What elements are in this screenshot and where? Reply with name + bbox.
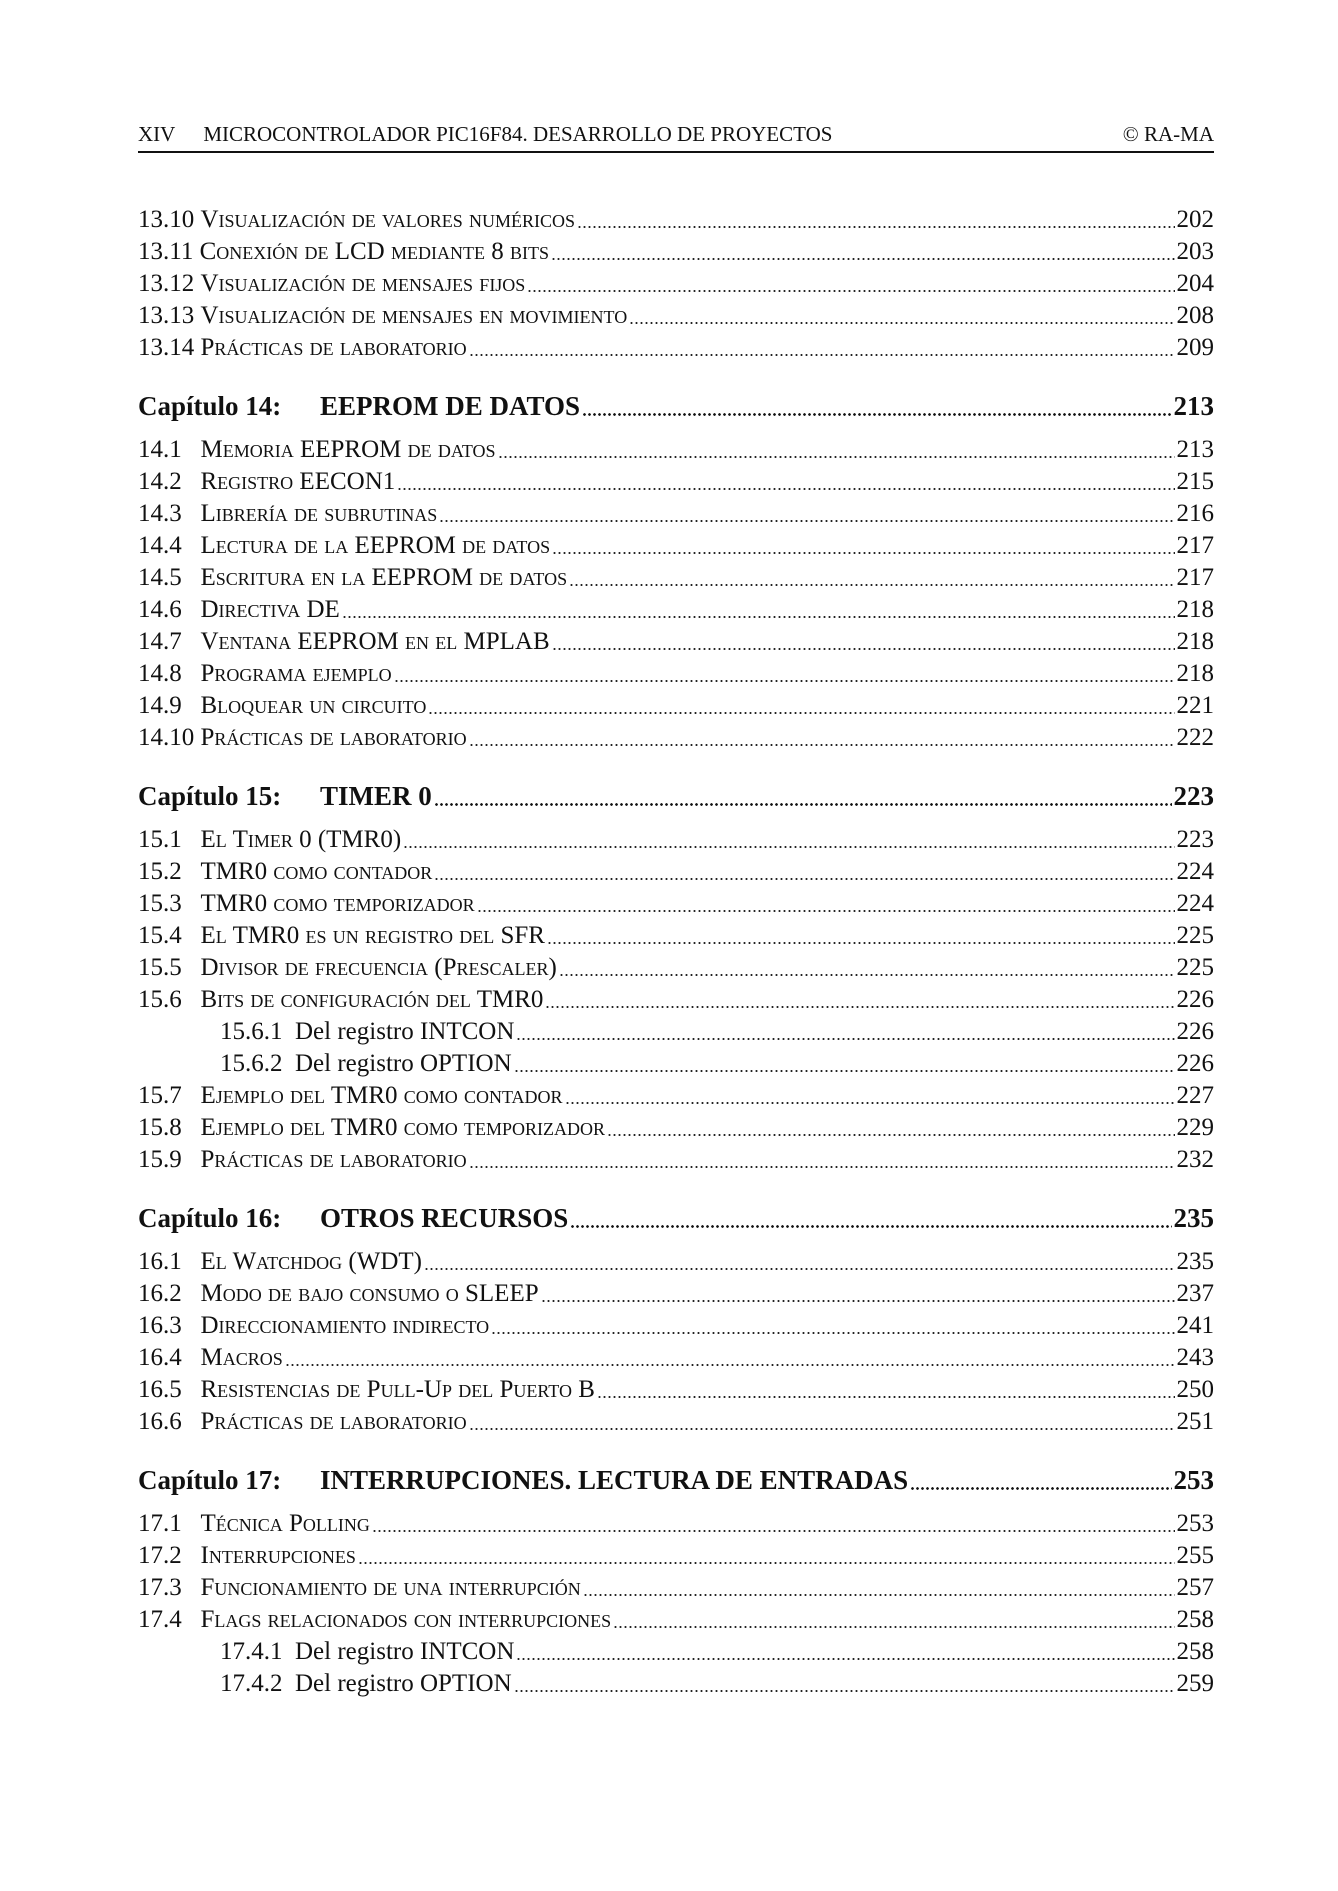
dot-leader <box>434 803 1172 806</box>
dot-leader <box>527 290 1174 292</box>
toc-section-entry[interactable] <box>138 1572 1214 1604</box>
dot-leader <box>569 584 1174 586</box>
toc-section-entry[interactable] <box>138 1144 1214 1176</box>
section-title: El Timer 0 (TMR0) <box>200 826 402 853</box>
section-title: Visualización de mensajes fijos <box>200 270 526 297</box>
section-page-number: 202 <box>1176 206 1214 233</box>
section-page-number: 227 <box>1176 1082 1214 1109</box>
section-number: 15.7 <box>138 1082 201 1109</box>
section-number: 16.6 <box>138 1408 201 1435</box>
section-number: 14.1 <box>138 436 201 463</box>
section-number: 15.8 <box>138 1114 201 1141</box>
section-title: Registro EECON1 <box>200 468 396 495</box>
toc-section-entry[interactable] <box>138 1540 1214 1572</box>
section-title: Prácticas de laboratorio <box>200 724 467 751</box>
toc-subsection-entry[interactable] <box>138 1048 1214 1080</box>
dot-leader <box>514 1070 1175 1072</box>
section-page-number: 217 <box>1176 564 1214 591</box>
section-title: Escritura en la EEPROM de datos <box>200 564 568 591</box>
chapter-page-number: 235 <box>1173 1203 1214 1233</box>
dot-leader <box>469 354 1175 356</box>
chapter-title: TIMER 0 <box>320 781 432 811</box>
section-title: Prácticas de laboratorio <box>200 1408 467 1435</box>
toc-section-entry[interactable] <box>138 498 1214 530</box>
section-title: Programa ejemplo <box>200 660 392 687</box>
section-number: 13.11 <box>138 238 200 265</box>
dot-leader <box>607 1134 1174 1136</box>
toc-chapter-heading[interactable] <box>138 386 1214 426</box>
section-number: 13.14 <box>138 334 201 361</box>
section-page-number: 235 <box>1176 1248 1214 1275</box>
section-page-number: 218 <box>1176 596 1214 623</box>
section-title: Bloquear un circuito <box>200 692 427 719</box>
toc-section-entry[interactable] <box>138 920 1214 952</box>
section-number: 15.6.1 <box>220 1018 295 1045</box>
chapter-page-number: 223 <box>1173 781 1214 811</box>
section-title: Librería de subrutinas <box>200 500 438 527</box>
dot-leader <box>541 1300 1175 1302</box>
section-page-number: 251 <box>1176 1408 1214 1435</box>
dot-leader <box>477 910 1175 912</box>
section-number: 15.3 <box>138 890 201 917</box>
section-page-number: 222 <box>1176 724 1214 751</box>
toc-section-entry[interactable] <box>138 530 1214 562</box>
section-page-number: 226 <box>1176 986 1214 1013</box>
section-page-number: 229 <box>1176 1114 1214 1141</box>
toc-section-entry[interactable] <box>138 1342 1214 1374</box>
section-page-number: 215 <box>1176 468 1214 495</box>
section-page-number: 216 <box>1176 500 1214 527</box>
section-page-number: 217 <box>1176 532 1214 559</box>
section-number: 17.2 <box>138 1542 201 1569</box>
dot-leader <box>439 520 1174 522</box>
dot-leader <box>629 322 1174 324</box>
toc-section-entry[interactable] <box>138 332 1214 364</box>
section-number: 14.7 <box>138 628 201 655</box>
toc-chapter-heading[interactable] <box>138 1198 1214 1238</box>
dot-leader <box>565 1102 1175 1104</box>
toc-section-entry[interactable] <box>138 888 1214 920</box>
dot-leader <box>514 1690 1175 1692</box>
toc-section-entry[interactable] <box>138 824 1214 856</box>
toc-chapter-heading[interactable] <box>138 776 1214 816</box>
dot-leader <box>516 1658 1174 1660</box>
dot-leader <box>545 1006 1174 1008</box>
section-page-number: 225 <box>1176 922 1214 949</box>
chapter-label: Capítulo 17: <box>138 1465 282 1495</box>
dot-leader <box>583 1594 1175 1596</box>
section-number: 13.12 <box>138 270 201 297</box>
section-number: 15.4 <box>138 922 201 949</box>
section-number: 14.10 <box>138 724 201 751</box>
section-number: 15.5 <box>138 954 201 981</box>
section-title: Del registro INTCON <box>295 1638 515 1665</box>
section-number: 15.6.2 <box>220 1050 295 1077</box>
toc-section-entry[interactable] <box>138 1406 1214 1438</box>
section-title: Prácticas de laboratorio <box>200 1146 467 1173</box>
section-title: Modo de bajo consumo o SLEEP <box>200 1280 539 1307</box>
dot-leader <box>498 456 1175 458</box>
dot-leader <box>285 1364 1175 1366</box>
chapter-title: OTROS RECURSOS <box>320 1203 569 1233</box>
toc-section-entry[interactable] <box>138 690 1214 722</box>
dot-leader <box>428 712 1174 714</box>
section-title: Conexión de LCD mediante 8 bits <box>199 238 549 265</box>
dot-leader <box>613 1626 1174 1628</box>
running-header <box>138 121 1214 147</box>
section-title: Ejemplo del TMR0 como temporizador <box>200 1114 606 1141</box>
toc-section-entry[interactable] <box>138 1246 1214 1278</box>
toc-section-entry[interactable] <box>138 466 1214 498</box>
section-number: 16.5 <box>138 1376 201 1403</box>
section-page-number: 203 <box>1176 238 1214 265</box>
section-page-number: 221 <box>1176 692 1214 719</box>
toc-section-entry[interactable] <box>138 1508 1214 1540</box>
section-number: 15.2 <box>138 858 201 885</box>
toc-section-entry[interactable] <box>138 1604 1214 1636</box>
section-number: 14.8 <box>138 660 201 687</box>
section-page-number: 224 <box>1176 858 1214 885</box>
section-page-number: 218 <box>1176 628 1214 655</box>
toc-section-entry[interactable] <box>138 236 1214 268</box>
section-number: 15.6 <box>138 986 201 1013</box>
toc-subsection-entry[interactable] <box>138 1636 1214 1668</box>
dot-leader <box>358 1562 1175 1564</box>
section-title: Macros <box>200 1344 283 1371</box>
table-of-contents <box>138 204 1214 1700</box>
section-number: 14.6 <box>138 596 201 623</box>
toc-section-entry[interactable] <box>138 626 1214 658</box>
dot-leader <box>394 680 1175 682</box>
section-number: 17.4.1 <box>220 1638 295 1665</box>
section-number: 14.2 <box>138 468 201 495</box>
section-title: El Watchdog (WDT) <box>200 1248 422 1275</box>
dot-leader <box>577 226 1175 228</box>
section-number: 16.3 <box>138 1312 201 1339</box>
section-title: Direccionamiento indirecto <box>200 1312 490 1339</box>
section-page-number: 232 <box>1176 1146 1214 1173</box>
chapter-page-number: 253 <box>1173 1465 1214 1495</box>
section-page-number: 225 <box>1176 954 1214 981</box>
section-number: 16.2 <box>138 1280 201 1307</box>
section-title: Flags relacionados con interrupciones <box>200 1606 612 1633</box>
chapter-page-number: 213 <box>1173 391 1214 421</box>
chapter-title: INTERRUPCIONES. LECTURA DE ENTRADAS <box>320 1465 909 1495</box>
section-title: TMR0 como temporizador <box>200 890 475 917</box>
section-title: Bits de configuración del TMR0 <box>200 986 544 1013</box>
header-left <box>138 121 832 147</box>
section-title: Lectura de la EEPROM de datos <box>200 532 551 559</box>
header-page-roman: XIV <box>138 122 176 146</box>
toc-section-entry[interactable] <box>138 268 1214 300</box>
dot-leader <box>469 1166 1175 1168</box>
dot-leader <box>434 878 1174 880</box>
dot-leader <box>551 258 1175 260</box>
section-page-number: 226 <box>1176 1050 1214 1077</box>
section-title: Funcionamiento de una interrupción <box>200 1574 581 1601</box>
dot-leader <box>469 744 1175 746</box>
section-title: Interrupciones <box>200 1542 356 1569</box>
section-number: 13.10 <box>138 206 201 233</box>
section-number: 14.3 <box>138 500 201 527</box>
section-title: Directiva DE <box>200 596 340 623</box>
toc-subsection-entry[interactable] <box>138 1668 1214 1700</box>
toc-chapter-heading[interactable] <box>138 1460 1214 1500</box>
toc-section-entry[interactable] <box>138 562 1214 594</box>
section-page-number: 218 <box>1176 660 1214 687</box>
section-page-number: 259 <box>1176 1670 1214 1697</box>
header-rule <box>138 151 1214 153</box>
section-page-number: 255 <box>1176 1542 1214 1569</box>
section-page-number: 250 <box>1176 1376 1214 1403</box>
section-page-number: 258 <box>1176 1638 1214 1665</box>
section-title: El TMR0 es un registro del SFR <box>200 922 545 949</box>
toc-section-entry[interactable] <box>138 1310 1214 1342</box>
section-number: 17.3 <box>138 1574 201 1601</box>
dot-leader <box>547 942 1175 944</box>
section-page-number: 258 <box>1176 1606 1214 1633</box>
header-book-title: MICROCONTROLADOR PIC16F84. DESARROLLO DE PROYECTOS <box>203 122 833 146</box>
section-title: Ventana EEPROM en el MPLAB <box>200 628 550 655</box>
chapter-label: Capítulo 16: <box>138 1203 282 1233</box>
dot-leader <box>491 1332 1174 1334</box>
section-number: 15.9 <box>138 1146 201 1173</box>
toc-section-entry[interactable] <box>138 434 1214 466</box>
section-page-number: 241 <box>1176 1312 1214 1339</box>
section-number: 14.4 <box>138 532 201 559</box>
dot-leader <box>570 1225 1171 1228</box>
section-page-number: 204 <box>1176 270 1214 297</box>
section-number: 14.5 <box>138 564 201 591</box>
toc-section-entry[interactable] <box>138 856 1214 888</box>
section-page-number: 226 <box>1176 1018 1214 1045</box>
toc-section-entry[interactable] <box>138 1278 1214 1310</box>
dot-leader <box>552 552 1174 554</box>
section-number: 14.9 <box>138 692 201 719</box>
dot-leader <box>342 616 1175 618</box>
dot-leader <box>372 1530 1175 1532</box>
dot-leader <box>469 1428 1175 1430</box>
section-page-number: 253 <box>1176 1510 1214 1537</box>
section-page-number: 243 <box>1176 1344 1214 1371</box>
section-title: Del registro INTCON <box>295 1018 515 1045</box>
section-title: Del registro OPTION <box>295 1670 512 1697</box>
section-number: 16.1 <box>138 1248 201 1275</box>
toc-section-entry[interactable] <box>138 658 1214 690</box>
toc-section-entry[interactable] <box>138 952 1214 984</box>
dot-leader <box>424 1268 1175 1270</box>
section-title: Resistencias de Pull-Up del Puerto B <box>200 1376 595 1403</box>
dot-leader <box>559 974 1175 976</box>
header-publisher: © RA-MA <box>1122 122 1214 146</box>
toc-section-entry[interactable] <box>138 204 1214 236</box>
dot-leader <box>910 1487 1171 1490</box>
toc-section-entry[interactable] <box>138 1374 1214 1406</box>
dot-leader <box>597 1396 1175 1398</box>
dot-leader <box>516 1038 1174 1040</box>
dot-leader <box>397 488 1174 490</box>
section-title: Prácticas de laboratorio <box>200 334 467 361</box>
section-title: Ejemplo del TMR0 como contador <box>200 1082 563 1109</box>
section-page-number: 208 <box>1176 302 1214 329</box>
dot-leader <box>582 413 1171 416</box>
section-title: Visualización de mensajes en movimiento <box>200 302 628 329</box>
dot-leader <box>403 846 1174 848</box>
section-page-number: 237 <box>1176 1280 1214 1307</box>
toc-section-entry[interactable] <box>138 722 1214 754</box>
toc-section-entry[interactable] <box>138 1112 1214 1144</box>
section-title: Técnica Polling <box>200 1510 370 1537</box>
section-title: Divisor de frecuencia (Prescaler) <box>200 954 557 981</box>
section-number: 17.4.2 <box>220 1670 295 1697</box>
section-page-number: 223 <box>1176 826 1214 853</box>
section-number: 17.4 <box>138 1606 201 1633</box>
section-title: TMR0 como contador <box>200 858 433 885</box>
section-title: Del registro OPTION <box>295 1050 512 1077</box>
section-number: 13.13 <box>138 302 201 329</box>
section-page-number: 213 <box>1176 436 1214 463</box>
toc-section-entry[interactable] <box>138 300 1214 332</box>
chapter-label: Capítulo 15: <box>138 781 282 811</box>
section-page-number: 257 <box>1176 1574 1214 1601</box>
chapter-title: EEPROM DE DATOS <box>320 391 581 421</box>
section-page-number: 209 <box>1176 334 1214 361</box>
section-title: Memoria EEPROM de datos <box>200 436 496 463</box>
toc-section-entry[interactable] <box>138 594 1214 626</box>
section-number: 16.4 <box>138 1344 201 1371</box>
toc-section-entry[interactable] <box>138 984 1214 1016</box>
section-number: 17.1 <box>138 1510 201 1537</box>
dot-leader <box>552 648 1175 650</box>
section-title: Visualización de valores numéricos <box>200 206 575 233</box>
toc-section-entry[interactable] <box>138 1080 1214 1112</box>
section-page-number: 224 <box>1176 890 1214 917</box>
toc-subsection-entry[interactable] <box>138 1016 1214 1048</box>
section-number: 15.1 <box>138 826 201 853</box>
chapter-label: Capítulo 14: <box>138 391 282 421</box>
